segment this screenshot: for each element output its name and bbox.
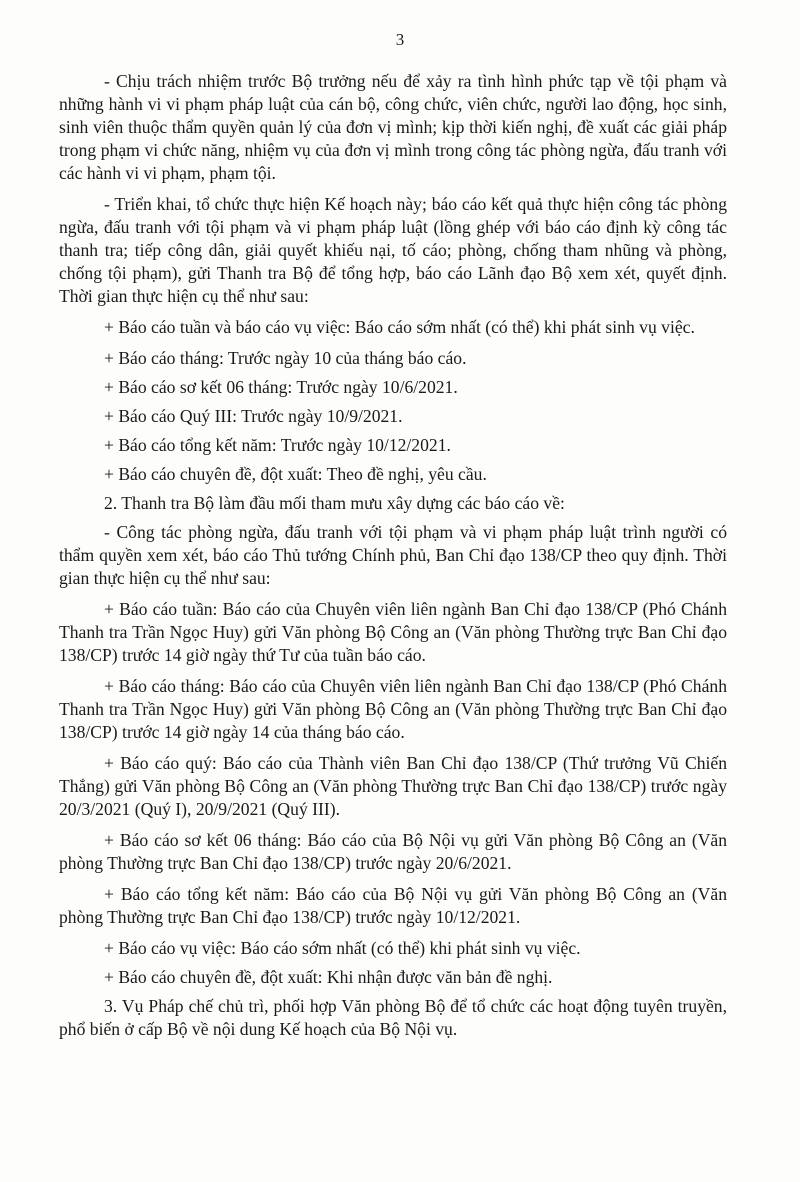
paragraph-six-month-report: + Báo cáo sơ kết 06 tháng: Trước ngày 10/6/2021. [104, 377, 458, 397]
paragraph-quarter-three-report: + Báo cáo Quý III: Trước ngày 10/9/2021. [104, 406, 403, 426]
paragraph-thematic-report: + Báo cáo chuyên đề, đột xuất: Theo đề nghị, yêu cầu. [104, 464, 487, 484]
paragraph-monthly-138cp: + Báo cáo tháng: Báo cáo của Chuyên viên liên ngành Ban Chỉ đạo 138/CP (Phó Chánh Thanh tra Trần Ngọc Huy) gửi Văn phòng Bộ Công an (Văn phòng Thường trực Ban Chỉ đạo 138/CP) trước 14 giờ ngày 14 của tháng báo cáo. [59, 676, 727, 742]
paragraph-prevention-work: - Công tác phòng ngừa, đấu tranh với tội phạm và vi phạm pháp luật trình người có thẩm quyền xem xét, báo cáo Thủ tướng Chính phủ, Ban Chỉ đạo 138/CP theo quy định. Thời gian thực hiện cụ thể như sau: [59, 522, 727, 588]
paragraph-monthly-report: + Báo cáo tháng: Trước ngày 10 của tháng báo cáo. [104, 348, 467, 368]
paragraph-incident-138cp: + Báo cáo vụ việc: Báo cáo sớm nhất (có thể) khi phát sinh vụ việc. [104, 938, 581, 958]
paragraph-weekly-report: + Báo cáo tuần và báo cáo vụ việc: Báo cáo sớm nhất (có thể) khi phát sinh vụ việc. [104, 317, 695, 337]
paragraph-annual-138cp: + Báo cáo tổng kết năm: Báo cáo của Bộ Nội vụ gửi Văn phòng Bộ Công an (Văn phòng Thường trực Ban Chỉ đạo 138/CP) trước ngày 10/12/2021. [59, 884, 727, 927]
paragraph-annual-report: + Báo cáo tổng kết năm: Trước ngày 10/12/2021. [104, 435, 451, 455]
paragraph-weekly-138cp: + Báo cáo tuần: Báo cáo của Chuyên viên liên ngành Ban Chỉ đạo 138/CP (Phó Chánh Thanh tra Trần Ngọc Huy) gửi Văn phòng Bộ Công an (Văn phòng Thường trực Ban Chỉ đạo 138/CP) trước 14 giờ ngày thứ Tư của tuần báo cáo. [59, 599, 727, 665]
document-body [59, 70, 727, 1049]
paragraph-section-2: 2. Thanh tra Bộ làm đầu mối tham mưu xây dựng các báo cáo về: [104, 493, 565, 513]
paragraph-responsibility: - Chịu trách nhiệm trước Bộ trưởng nếu để xảy ra tình hình phức tạp về tội phạm và những hành vi vi phạm pháp luật của cán bộ, công chức, viên chức, người lao động, học sinh, sinh viên thuộc thẩm quyền quản lý của đơn vị mình; kịp thời kiến nghị, đề xuất các giải pháp trong phạm vi chức năng, nhiệm vụ của đơn vị mình trong công tác phòng ngừa, đấu tranh với các hành vi vi phạm, phạm tội. [59, 71, 727, 183]
paragraph-section-3: 3. Vụ Pháp chế chủ trì, phối hợp Văn phòng Bộ để tổ chức các hoạt động tuyên truyền, phổ biến ở cấp Bộ về nội dung Kế hoạch của Bộ Nội vụ. [59, 996, 727, 1039]
paragraph-quarterly-138cp: + Báo cáo quý: Báo cáo của Thành viên Ban Chỉ đạo 138/CP (Thứ trưởng Vũ Chiến Thắng) gửi Văn phòng Bộ Công an (Văn phòng Thường trực Ban Chỉ đạo 138/CP) trước ngày 20/3/2021 (Quý I), 20/9/2021 (Quý III). [59, 753, 727, 819]
page-number: 3 [395, 30, 405, 49]
paragraph-thematic-138cp: + Báo cáo chuyên đề, đột xuất: Khi nhận được văn bản đề nghị. [104, 967, 553, 987]
paragraph-six-month-138cp: + Báo cáo sơ kết 06 tháng: Báo cáo của Bộ Nội vụ gửi Văn phòng Bộ Công an (Văn phòng Thường trực Ban Chỉ đạo 138/CP) trước ngày 20/6/2021. [59, 830, 727, 873]
paragraph-implementation: - Triển khai, tổ chức thực hiện Kế hoạch này; báo cáo kết quả thực hiện công tác phòng ngừa, đấu tranh với tội phạm và vi phạm pháp luật (lồng ghép với báo cáo định kỳ công tác thanh tra; tiếp công dân, giải quyết khiếu nại, tố cáo; phòng, chống tham nhũng và phòng, chống tội phạm), gửi Thanh tra Bộ để tổng hợp, báo cáo Lãnh đạo Bộ xem xét, quyết định. Thời gian thực hiện cụ thể như sau: [59, 194, 727, 306]
